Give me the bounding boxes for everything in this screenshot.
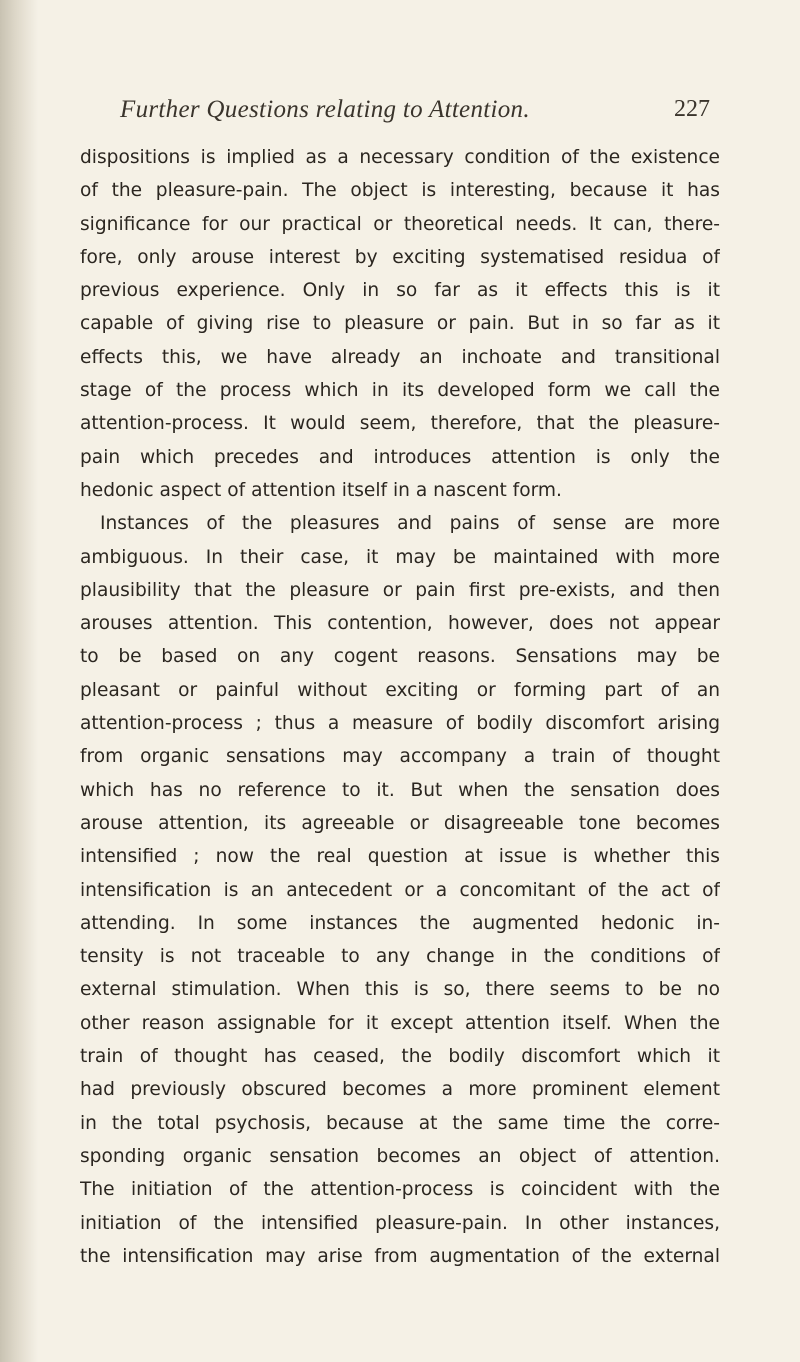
text-line: The initiation of the attention-process is coincident with the — [80, 1179, 720, 1201]
text-line: sponding organic sensation becomes an object of attention. — [80, 1145, 720, 1167]
running-title: Further Questions relating to Attention. — [120, 96, 530, 123]
body-text — [80, 141, 720, 1273]
page-number: 227 — [674, 96, 710, 122]
text-line: dispositions is implied as a necessary condition of the existence — [80, 147, 720, 168]
text-line: initiation of the intensified pleasure-pain. In other instances, — [80, 1212, 720, 1234]
text-line: capable of giving rise to pleasure or pain. But in so far as it — [80, 313, 720, 335]
text-line: tensity is not traceable to any change in the conditions of — [80, 946, 720, 968]
text-line: arouses attention. This contention, however, does not appear — [80, 613, 720, 635]
text-line: fore, only arouse interest by exciting systematised residua of — [80, 246, 720, 268]
text-line: the intensification may arise from augmentation of the external — [80, 1245, 720, 1267]
text-line: of the pleasure-pain. The object is interesting, because it has — [80, 180, 720, 202]
text-line: arouse attention, its agreeable or disagreeable tone becomes — [80, 812, 720, 834]
text-line: in the total psychosis, because at the same time the corre- — [80, 1112, 720, 1134]
text-line: pain which precedes and introduces attention is only the — [80, 446, 720, 468]
text-line: significance for our practical or theoretical needs. It can, there- — [80, 213, 720, 235]
text-line: train of thought has ceased, the bodily discomfort which it — [80, 1046, 720, 1068]
text-line: attending. In some instances the augmented hedonic in- — [80, 912, 720, 934]
text-line: had previously obscured becomes a more prominent element — [80, 1079, 720, 1101]
text-line: previous experience. Only in so far as it effects this is it — [80, 280, 720, 302]
page-gutter-shadow — [0, 0, 38, 1362]
text-line: ambiguous. In their case, it may be maintained with more — [80, 546, 720, 568]
text-line: stage of the process which in its developed form we call the — [80, 380, 720, 402]
text-line: from organic sensations may accompany a train of thought — [80, 746, 720, 768]
text-line: effects this, we have already an inchoate and transitional — [80, 346, 720, 368]
text-line: Instances of the pleasures and pains of sense are more — [100, 513, 720, 535]
text-line: other reason assignable for it except attention itself. When the — [80, 1012, 720, 1034]
text-line: plausibility that the pleasure or pain first pre-exists, and then — [80, 579, 720, 601]
text-line: attention-process ; thus a measure of bodily discomfort arising — [80, 713, 720, 735]
text-line: attention-process. It would seem, therefore, that the pleasure- — [80, 413, 720, 435]
text-line: which has no reference to it. But when the sensation does — [80, 779, 720, 801]
page-header — [120, 96, 710, 132]
text-line: external stimulation. When this is so, there seems to be no — [80, 979, 720, 1001]
text-line: hedonic aspect of attention itself in a nascent form. — [80, 479, 562, 501]
text-line: to be based on any cogent reasons. Sensations may be — [80, 646, 720, 668]
text-line: intensification is an antecedent or a concomitant of the act of — [80, 879, 720, 901]
text-line: pleasant or painful without exciting or forming part of an — [80, 679, 720, 701]
text-line: intensified ; now the real question at issue is whether this — [80, 846, 720, 868]
